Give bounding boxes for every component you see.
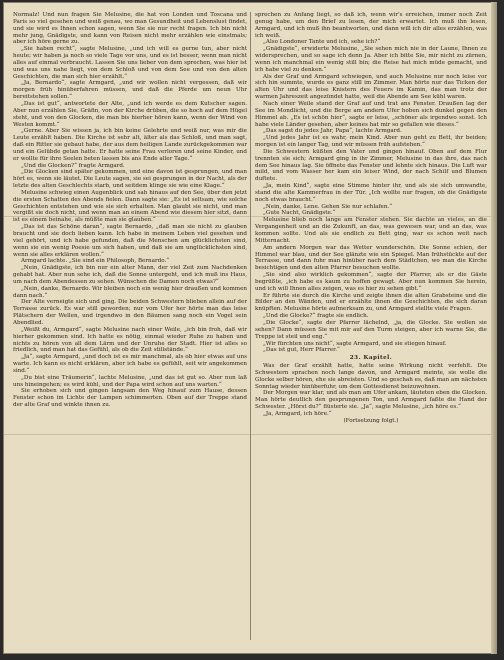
paragraph: „Und die Glocke?“ fragte sie endlich. [263,313,369,320]
paragraph: „Das sagst du jedes Jahr, Papa“, lachte Armgard. [263,128,402,135]
paragraph: Melusine schwieg einen Augenblick und sah hinaus auf den See, über den jetzt die ersten Schatten des Abends fielen. Dann sagte sie: „Es ist seltsam, wie solche Geschichten entstehen und wie sie sich erhalten. Man glaubt sie nicht, und man vergißt sie doch nicht, und wenn man an einem Abend wie diesem hier sitzt, dann ist es einem beinahe, als müßte man sie glauben.“ [13,189,247,224]
paragraph: „Gnädigste“, erwiderte Melusine, „Sie sehen mich nie in der Laune, Ihnen zu widersprechen, und so sage ich denn Ja. Aber ich bitte Sie, mir nicht zu zürnen, wenn ich manchmal ein wenig still bin; die Reise hat mich müde gemacht, und ich habe viel zu denken.“ [255,46,487,73]
paragraph: „Ja, Bernardo“, sagte Armgard, „und wir wollen nicht vergessen, daß wir morgen früh hinüberfahren müssen, und daß die Pferde um neun Uhr bereitstehen sollen.“ [13,80,247,101]
paragraph: „Nein, danke, Lene. Gehen Sie nur schlafen.“ [263,203,393,210]
paragraph: „Du bist eine Träumerin“, lachte Melusine, „und das ist gut so. Aber nun laß uns hineingehen; es wird kühl, und der Papa wird schon auf uns warten.“ [13,374,247,388]
paragraph: „Das ist gut“, antwortete der Alte, „und ich werde es dem Kutscher sagen. Aber nun erzählen Sie, Gräfin, von der Kirche drüben, die so hoch auf dem Hügel steht, und von den Glocken, die man bis hierher hören kann, wenn der Wind von Westen kommt.“ [13,100,247,128]
column-divider [250,12,251,640]
paragraph: Der Morgen war klar, und als man am Ufer ankam, läuteten eben die Glocken. Man hörte deutlich den gesprungenen Ton, und Armgard faßte die Hand der Schwester. „Hörst du?“ flüsterte sie. „Ja“, sagte Melusine, „ich höre es.“ [255,390,487,411]
paragraph: „Gerne. Aber Sie wissen ja, ich bin keine Gelehrte und weiß nur, was mir die Leute erzählt haben. Die Kirche ist sehr alt, älter als das Schloß, und man sagt, daß ein Ritter sie gebaut habe, der aus dem heiligen Lande zurückgekommen war und ein Gelübde getan hatte. Er hatte seine Frau verloren und seine Kinder, und er wollte für ihre Seelen beten lassen bis ans Ende aller Tage.“ [13,128,247,162]
paragraph: „Das ist gut, Herr Pfarrer.“ [263,347,340,354]
paragraph: Die Schwestern küßten den Vater und gingen hinauf. Oben auf dem Flur trennten sie sich; Armgard ging in ihr Zimmer, Melusine in das ihre, das nach dem See hinaus lag. Sie öffnete das Fenster und lehnte sich hinaus. Die Luft war mild, und vom Wasser her kam ein leiser Wind, der nach Schilf und Blumen duftete. [255,148,487,183]
paragraph: Er führte sie durch die Kirche und zeigte ihnen die alten Grabsteine und die Bilder an den Wänden, und er erzählte ihnen die Geschichten, die sich daran knüpften. Melusine hörte aufmerksam zu, und Armgard stellte viele Fragen. [255,292,487,313]
paragraph: „Nein, Gnädigste, ich bin nur ein alter Mann, der viel Zeit zum Nachdenken gehabt hat. Aber nun sehe ich, daß die Sonne untergeht, und ich muß ins Haus, um nach dem Abendessen zu sehen. Wünschen die Damen noch etwas?“ [13,265,247,285]
paragraph: „Nein, danke, Bernardo. Wir bleiben noch ein wenig hier draußen und kommen dann nach.“ [13,285,247,299]
chapter-heading: 23. Kapitel. [349,355,393,362]
paragraph: Sie erhoben sich und gingen langsam den Weg hinauf zum Hause, dessen Fenster schon im Lichte der Lampen schimmerten. Oben auf der Treppe stand der alte Graf und winkte ihnen zu. [13,388,247,409]
paragraph: „Also Londoner Tante und ich, sehe ich?“ [263,39,381,46]
paragraph: Armgard lachte. „Sie sind ein Philosoph, Bernardo.“ [21,258,170,265]
paragraph: Am andern Morgen war das Wetter wunderschön. Die Sonne schien, der Himmel war blau, und der See glänzte wie ein Spiegel. Man frühstückte auf der Terrasse, und dann fuhr man hinüber nach dem Städtchen, wo man die Kirche besichtigen und den alten Pfarrer besuchen wollte. [255,244,487,272]
paragraph: „Weißt du, Armgard“, sagte Melusine nach einer Weile, „ich bin froh, daß wir hierher gekommen sind. Ich hatte es nötig, einmal wieder Ruhe zu haben und nichts zu hören von all dem Lärm und der Unruhe der Stadt. Hier ist alles so friedlich, und man hat das Gefühl, als ob die Zeit stillstände.“ [13,326,247,354]
paragraph: Was der Graf erzählt hatte, hatte seine Wirkung nicht verfehlt. Die Schwestern sprachen noch lange davon, und Armgard meinte, sie wolle die Glocke selber hören, ehe sie abreisten. Und so geschah es, daß man am nächsten Sonntag wieder hinüberfuhr, um dem Gottesdienst beizuwohnen. [255,363,487,390]
newspaper-page [3,2,497,654]
paragraph: „Und die Glocken?“ fragte Armgard. [21,162,125,169]
right-column [255,12,487,642]
paragraph: „Sie sind also wirklich gekommen“, sagte der Pfarrer, als er die Gäste begrüßte, „ich habe es kaum zu hoffen gewagt. Aber nun kommen Sie herein, und ich will Ihnen alles zeigen, was es hier zu sehen gibt.“ [255,272,487,292]
continuation-note: (Fortsetzung folgt.) [343,417,399,424]
paragraph: „Ja, mein Kind“, sagte eine Stimme hinter ihr, und als sie sich umwandte, stand die alte Kammerfrau in der Tür. „Ich wollte nur fragen, ob die Gnädigste noch etwas braucht.“ [255,183,487,203]
paragraph: „Die Glocke“, sagte der Pfarrer lächelnd, „ja, die Glocke. Sie wollen sie sehen? Dann müssen Sie mit mir auf den Turm steigen, aber ich warne Sie, die Treppe ist steil und eng.“ [255,319,487,340]
paragraph: „Das ist das Schöne daran“, sagte Bernardo, „daß man sie nicht zu glauben braucht und sie doch lieben kann. Ich habe in meinem Leben viel gesehen und viel gehört, und ich habe gefunden, daß die Menschen am glücklichsten sind, wenn sie ein wenig Poesie um sich haben, und daß sie am unglücklichsten sind, wenn sie alles erklären wollen.“ [13,224,247,258]
paragraph: Normalz! Und nun fragen Sie Melusine, die hat von Londen und Toscana und Paris so viel gesehen und weiß genau, wo man Gesundheit und Lebenslust findet, und sie wird es Ihnen schon sagen, wenn Sie sie nur recht fragen. Ich bin nicht mehr jung, Gnädigste, und kann von Reisen nicht mehr erzählen wie einstmals; aber ich höre gerne zu. [13,12,247,46]
paragraph: Als der Graf und Armgard schwiegen, und auch Melusine nur noch leise vor sich hin summte, wurde es ganz still im Zimmer. Man hörte nur das Ticken der alten Uhr und das leise Knistern des Feuers im Kamin, das man trotz der warmen Jahreszeit angezündet hatte, weil die Abende am See kühl waren. [255,73,487,101]
page-edge [491,2,497,654]
paragraph: „Gute Nacht, Gnädigste.“ [263,210,336,217]
paragraph: Der Alte verneigte sich und ging. Die beiden Schwestern blieben allein auf der Terrasse zurück. Es war still geworden; nur vom Ufer her hörte man das leise Plätschern der Wellen, und irgendwo in den Bäumen sang noch ein Vogel sein Abendlied. [13,299,247,326]
paragraph: „Sie haben recht“, sagte Melusine, „und ich will es gerne tun, aber nicht heute; wir haben ja noch so viele Tage vor uns, und es ist besser, wenn man nicht alles auf einmal verbraucht. Lassen Sie uns lieber von dem sprechen, was hier ist und was uns nahe liegt, von dem Schloß und von dem See und von den alten Geschichten, die man sich hier erzählt.“ [13,46,247,80]
paragraph: „Die Glocken sind später gekommen, und eine davon ist gesprungen, und man hört es, wenn sie läutet. Die Leute sagen, sie sei gesprungen in der Nacht, als der letzte des alten Geschlechts starb, und seitdem klinge sie wie eine Klage.“ [13,169,247,190]
paragraph: sprechen zu Anfang liegt, so daß ich, wenn wir's erreichen, immer noch Zeit genug habe, um den Brief zu lesen, der mich erwartet. Ich muß ihn lesen, Armgard, und ich muß ihn beantworten, und dann will ich dir alles erzählen, was ich weiß. [255,12,487,39]
left-column [13,12,247,642]
paragraph: „Ja“, sagte Armgard, „und doch ist es mir manchmal, als ob hier etwas auf uns warte. Ich kann es nicht erklären, aber ich habe es gefühlt, seit wir angekommen sind.“ [13,354,247,374]
paragraph: Melusine blieb noch lange am Fenster stehen. Sie dachte an vieles, an die Vergangenheit und an die Zukunft, an das, was gewesen war, und an das, was kommen sollte. Und als sie endlich zu Bett ging, war es schon weit nach Mitternacht. [255,217,487,244]
paragraph: „Wir fürchten uns nicht“, sagte Armgard, und sie stiegen hinauf. [263,340,447,347]
paragraph: „Ja, Armgard, ich höre.“ [263,410,332,417]
paragraph: „Und jedes Jahr ist es wahr, mein Kind. Aber nun geht zu Bett, ihr beiden; morgen ist ein langer Tag, und wir müssen früh aufstehen.“ [255,135,487,149]
paragraph: Nach einer Weile stand der Graf auf und trat ans Fenster. Draußen lag der See im Mondlicht, und die Berge am andern Ufer hoben sich dunkel gegen den Himmel ab. „Es ist schön hier“, sagte er leise, „schöner als irgendwo sonst. Ich habe viele Länder gesehen, aber keines hat mir so gefallen wie dieses.“ [255,100,487,128]
